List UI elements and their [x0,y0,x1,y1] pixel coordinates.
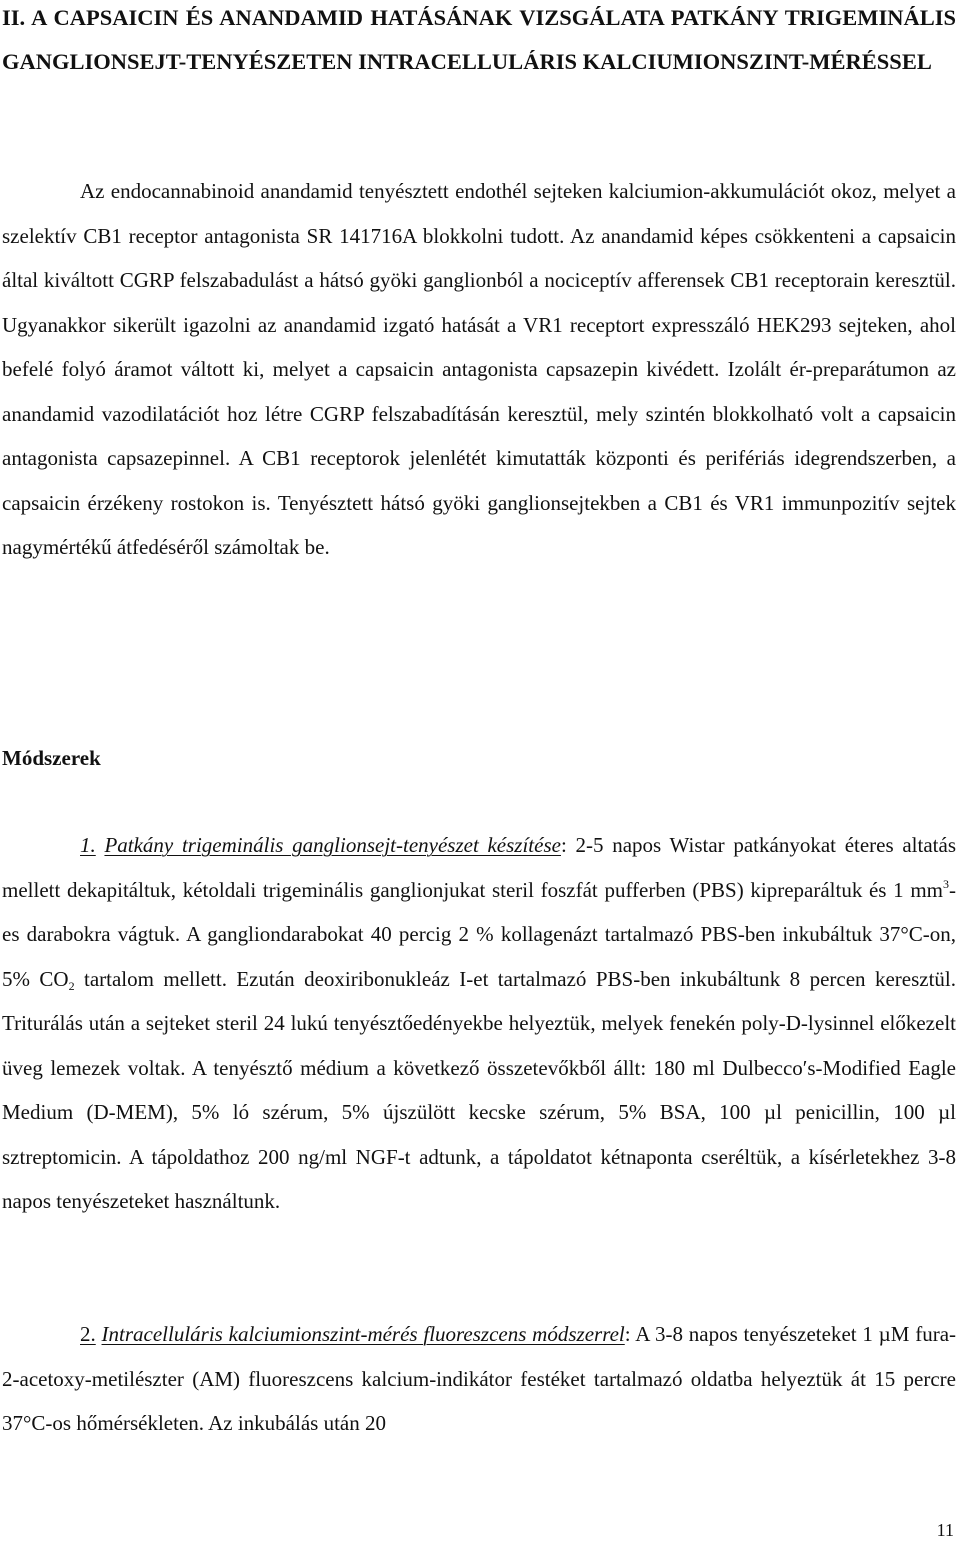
section-1-number: 1. [80,833,96,857]
section-1-text-b: -es darabokra vágtuk. A gangliondarabokat 40 percig 2 % kollagenázt tartalmazó PBS-ben inkubáltuk 37°C-on, 5% CO [2,877,956,991]
subscript-2: 2 [68,978,75,993]
section-1-title: Patkány trigeminális ganglionsejt-tenyészet készítése [104,833,561,857]
section-2-text: A 3-8 napos tenyészeteket 1 µM fura-2-acetoxy-metilészter (AM) fluoreszcens kalcium-indikátor festéket tartalmazó oldatba helyeztük át 15 percre 37°C-os hőmérsékleten. Az inkubálás után 20 [2,1322,957,1435]
section-1-text-c: tartalom mellett. Ezután deoxiribonukleáz I-et tartalmazó PBS-ben inkubáltunk 8 percen keresztül. Triturálás után a sejteket steril 24 lukú tenyésztőedényekbe helyeztük, melyek fenekén poly-D-lysinnel előkezelt üveg lemezek voltak. A tenyésztő médium a következő összetevőkből állt: 180 ml Dulbecco′s-Modified Eagle Medium (D-MEM), 5% ló szérum, 5% újszülött kecske szérum, 5% BSA, 100 µl penicillin, 100 µl sztreptomicin. A tápoldathoz 200 ng/ml NGF-t adtunk, a tápoldatot kétnaponta cseréltük, a kísérletekhez 3-8 napos tenyészeteket használtunk. [2,966,956,1213]
page-number: 11 [936,1520,954,1540]
section-1-colon: : [560,833,567,857]
intro-paragraph: Az endocannabinoid anandamid tenyésztett endothél sejteken kalciumion-akkumulációt okoz, melyet a szelektív CB1 receptor antagonista SR 141716A blokkolni tudott. Az anandamid képes csökkenteni a capsaicin által kiváltott CGRP felszabadulást a hátsó gyöki ganglionból a nociceptív afferensek CB1 receptorain keresztül. Ugyanakkor sikerült igazolni az anandamid izgató hatását a VR1 receptort expresszáló HEK293 sejteken, ahol befelé folyó áramot váltott ki, melyet a capsaicin antagonista capsazepin kivédett. Izolált ér-preparátumon az anandamid vazodilatációt hoz létre CGRP felszabadításán keresztül, mely szintén blokkolható volt a capsaicin antagonista capsazepinnel. A CB1 receptorok jelenlétét kimutatták központi és perifériás idegrendszerben, a capsaicin érzékeny rostokon is. Tenyésztett hátsó gyöki ganglionsejtekben a CB1 és VR1 immunpozitív sejtek nagymértékű átfedéséről számoltak be. [2,179,956,559]
section-2-title: Intracelluláris kalciumionszint-mérés fluoreszcens módszerrel [101,1322,625,1346]
superscript-3: 3 [943,876,949,891]
methods-title: Módszerek [2,746,101,770]
method-section-1 [2,823,956,1224]
section-1-text-a: 2-5 napos Wistar patkányokat éteres altatás mellett dekapitáltuk, kétoldali trigeminális ganglionjukat steril foszfát pufferben (PBS) kipreparáltuk és 1 mm [2,833,956,902]
section-2-number: 2. [80,1322,96,1346]
chapter-heading: II. A CAPSAICIN ÉS ANANDAMID HATÁSÁNAK VIZSGÁLATA PATKÁNY TRIGEMINÁLIS GANGLIONSEJT-TENYÉSZETEN INTRACELLULÁRIS KALCIUMIONSZINT-MÉRÉSSEL [2,5,956,74]
method-section-2 [2,1312,956,1446]
section-2-colon: : [624,1322,631,1346]
